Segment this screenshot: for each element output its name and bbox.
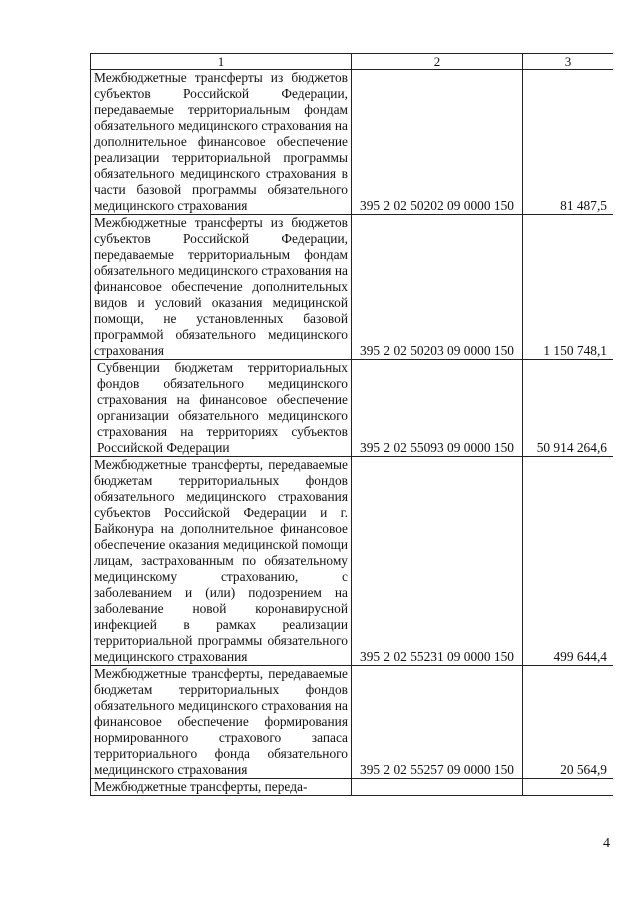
- row-amount: 50 914 264,6: [523, 360, 614, 457]
- row-budget-code: 395 2 02 50202 09 0000 150: [352, 70, 523, 215]
- row-description: Субвенции бюджетам территориальных фондов обязательного медицинского страхования на финансовое обеспечение организации обязательного медицинского страхования на территориях субъектов Российской Федерации: [91, 360, 352, 457]
- page-number: 4: [603, 836, 610, 851]
- row-description: Межбюджетные трансферты, передаваемые бюджетам территориальных фондов обязательного медицинского страхования на финансовое обеспечение формирования нормированного страхового запаса территориального фонда обязательного медицинского страхования: [91, 666, 352, 779]
- row-amount: 81 487,5: [523, 70, 614, 215]
- row-amount: 1 150 748,1: [523, 215, 614, 360]
- row-budget-code: [352, 779, 523, 796]
- table-row: [91, 215, 614, 360]
- budget-table-container: [90, 53, 613, 835]
- row-amount: 499 644,4: [523, 457, 614, 666]
- row-amount: 20 564,9: [523, 666, 614, 779]
- column-header-3: 3: [523, 54, 614, 70]
- table-row: [91, 779, 614, 796]
- header-row: [91, 54, 614, 70]
- row-description: Межбюджетные трансферты из бюджетов субъектов Российской Федерации, передаваемые территориальным фондам обязательного медицинского страхования на дополнительное финансовое обеспечение реализации территориальной программы обязательного медицинского страхования в части базовой программы обязательного медицинского страхования: [91, 70, 352, 215]
- budget-table: [90, 53, 613, 796]
- row-budget-code: 395 2 02 55093 09 0000 150: [352, 360, 523, 457]
- row-budget-code: 395 2 02 55231 09 0000 150: [352, 457, 523, 666]
- table-row: [91, 70, 614, 215]
- row-amount: [523, 779, 614, 796]
- row-budget-code: 395 2 02 55257 09 0000 150: [352, 666, 523, 779]
- table-row: [91, 360, 614, 457]
- table-row: [91, 457, 614, 666]
- row-description: Межбюджетные трансферты, переда-: [91, 779, 352, 796]
- column-header-1: 1: [91, 54, 352, 70]
- column-header-2: 2: [352, 54, 523, 70]
- row-description: Межбюджетные трансферты из бюджетов субъектов Российской Федерации, передаваемые территориальным фондам обязательного медицинского страхования на финансовое обеспечение дополнительных видов и условий оказания медицинской помощи, не установленных базовой программой обязательного медицинского страхования: [91, 215, 352, 360]
- table-row: [91, 666, 614, 779]
- row-description: Межбюджетные трансферты, передаваемые бюджетам территориальных фондов обязательного медицинского страхования субъектов Российской Федерации и г. Байконура на дополнительное финансовое обеспечение оказания медицинской помощи лицам, застрахованным по обязательному медицинскому страхованию, с заболеванием и (или) подозрением на заболевание новой коронавирусной инфекцией в рамках реализации территориальной программы обязательного медицинского страхования: [91, 457, 352, 666]
- row-budget-code: 395 2 02 50203 09 0000 150: [352, 215, 523, 360]
